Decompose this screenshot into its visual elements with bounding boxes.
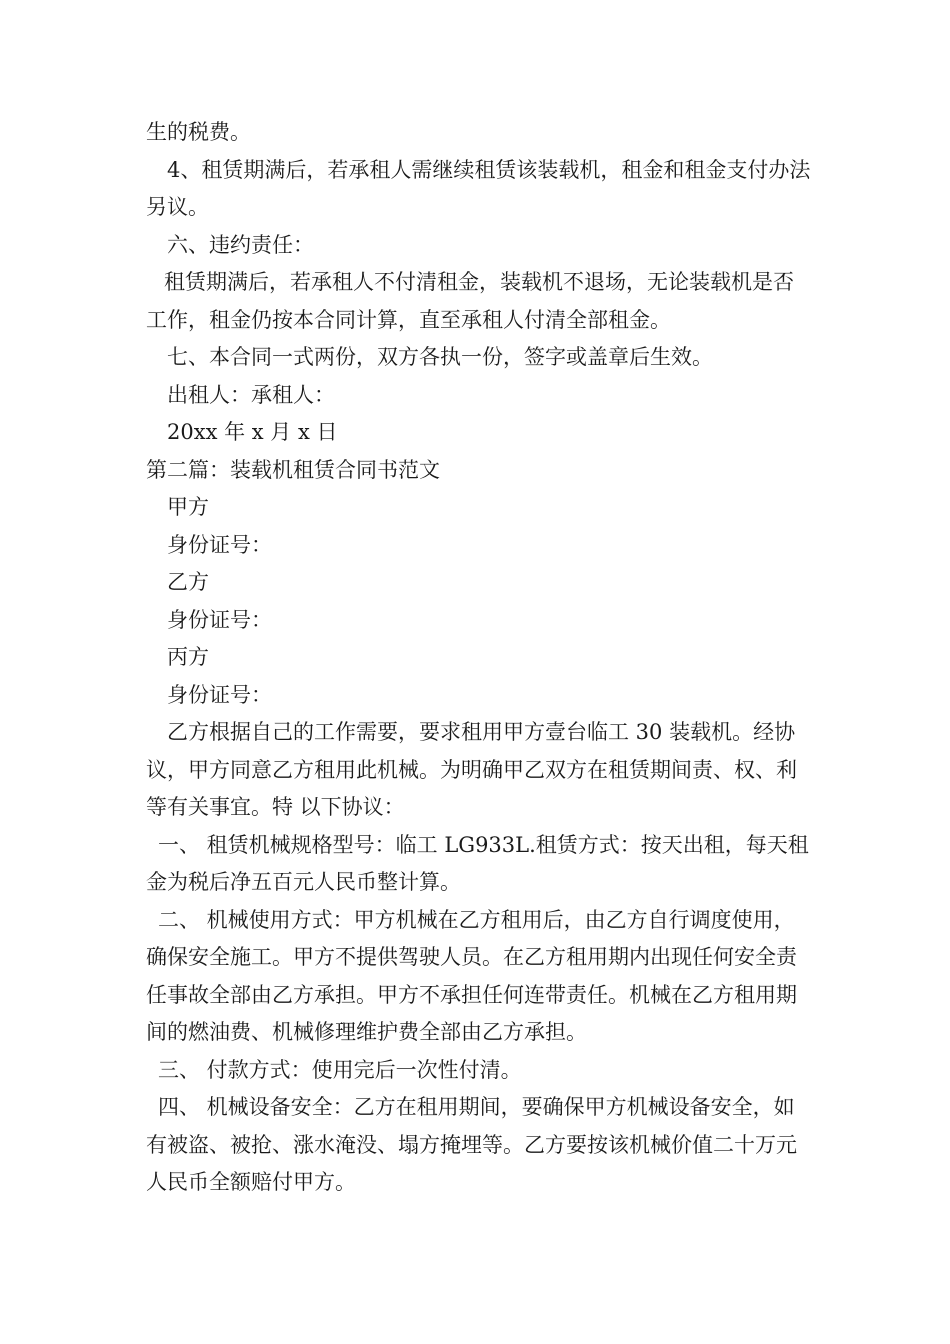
paragraph-preamble: 乙方根据自己的工作需要，要求租用甲方壹台临工 30 装载机。经协议，甲方同意乙方租用此机械。为明确甲乙双方在租赁期间责、权、利等有关事宜。特 以下协议：: [146, 720, 797, 819]
paragraph-tax-end: 生的税费。: [146, 120, 251, 144]
party-a-id-label: 身份证号：: [167, 532, 272, 557]
party-c-label: 丙方: [167, 645, 209, 669]
clause-2-usage: 二、 机械使用方式：甲方机械在乙方租用后，由乙方自行调度使用，确保安全施工。甲方不提供驾驶人员。在乙方租用期内出现任何安全责任事故全部由乙方承担。甲方不承担任何连带责任。机械在乙方租用期间的燃油费、机械修理维护费全部由乙方承担。: [146, 907, 797, 1044]
section-heading-breach: 六、违约责任：: [167, 232, 314, 257]
party-b-id-label: 身份证号：: [167, 607, 272, 632]
paragraph-clause-4: 4、租赁期满后，若承租人需继续租赁该装载机，租金和租金支付办法另议。: [146, 157, 811, 219]
date-line: 20xx 年 x 月 x 日: [167, 420, 338, 444]
clause-1-specification: 一、 租赁机械规格型号：临工 LG933L.租赁方式：按天出租，每天租金为税后净五百元人民币整计算。: [146, 832, 809, 894]
document-title-part-two: 第二篇：装载机租赁合同书范文: [146, 457, 440, 482]
clause-4-safety: 四、 机械设备安全：乙方在租用期间，要确保甲方机械设备安全，如有被盗、被抢、涨水淹没、塌方掩埋等。乙方要按该机械价值二十万元人民币全额赔付甲方。: [146, 1095, 797, 1194]
section-heading-copies: 七、本合同一式两份，双方各执一份，签字或盖章后生效。: [167, 345, 713, 369]
document-body: [146, 114, 814, 1202]
paragraph-breach-terms: 租赁期满后，若承租人不付清租金，装载机不退场，无论装载机是否工作，租金仍按本合同计算，直至承租人付清全部租金。: [146, 270, 794, 332]
party-c-id-label: 身份证号：: [167, 682, 272, 707]
clause-3-payment: 三、 付款方式：使用完后一次性付清。: [158, 1057, 522, 1082]
party-a-label: 甲方: [167, 495, 209, 519]
signature-line: 出租人：承租人：: [167, 382, 335, 407]
party-b-label: 乙方: [167, 570, 209, 594]
